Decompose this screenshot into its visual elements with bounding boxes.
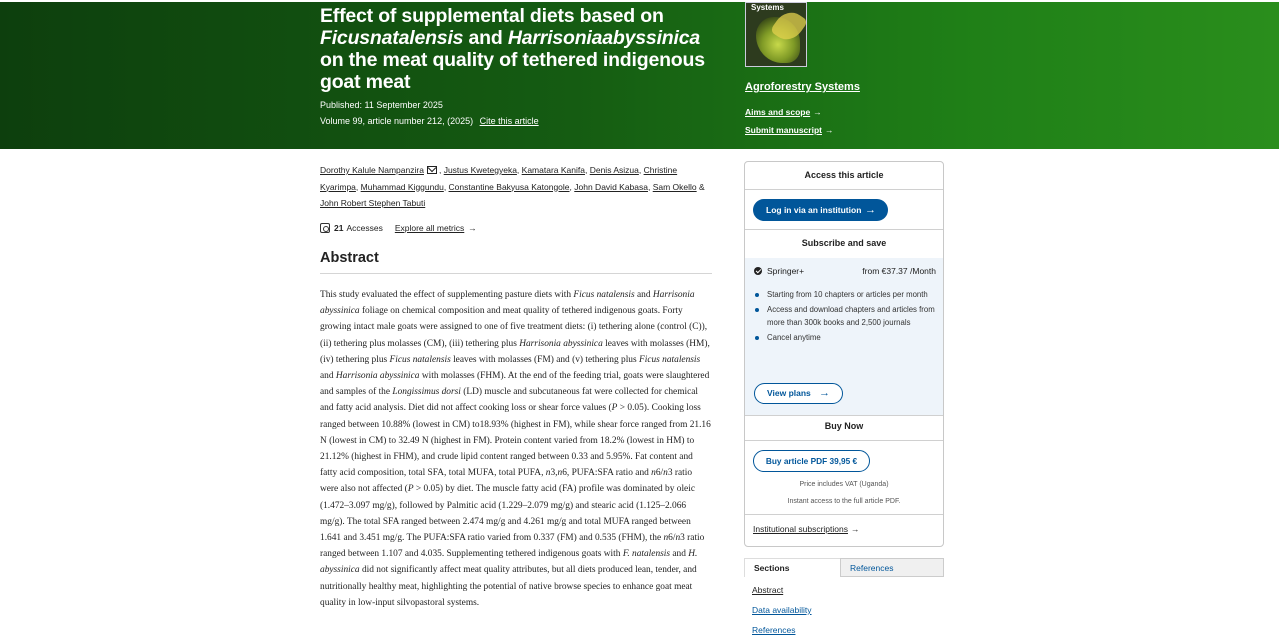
instant-access-note: Instant access to the full article PDF. — [787, 498, 901, 505]
tab-references[interactable]: References — [840, 558, 944, 577]
abstract-italic-term: n — [675, 533, 681, 544]
abstract-italic-term: n — [651, 468, 656, 479]
arrow-right-icon: → — [865, 204, 876, 216]
accesses-label: Accesses — [346, 223, 383, 233]
title-part: and — [463, 27, 508, 49]
abstract-italic-term: Harrisonia abyssinica — [335, 371, 420, 382]
abstract-italic-term: Ficus natalensis — [573, 290, 635, 300]
login-institution-button[interactable] — [753, 199, 888, 221]
title-part: Ficusnatalensis — [320, 27, 464, 49]
abstract-segment: and — [320, 371, 336, 382]
abstract-segment: did not significantly affect meat quality attributes, but all diets produced lean, tender, and nutritionally healthy meat, highlighting the potential of native browse species to enhance goat meat quality in low-input silvopastoral systems. — [320, 565, 697, 608]
divider — [745, 415, 943, 416]
abstract-italic-term: n — [663, 468, 668, 479]
institutional-label: Institutional subscriptions — [753, 524, 848, 534]
divider — [745, 229, 943, 230]
plan-feature: Starting from 10 chapters or articles per month — [754, 288, 936, 301]
abstract-segment: and — [670, 549, 689, 560]
cite-this-article-link[interactable]: Cite this article — [479, 116, 539, 126]
view-plans-button[interactable] — [754, 383, 843, 404]
abstract-text — [320, 287, 712, 611]
login-label: Log in via an institution — [766, 205, 862, 215]
divider — [745, 514, 943, 515]
submit-label: Submit manuscript — [745, 125, 822, 135]
plan-name-wrap — [754, 266, 804, 276]
author-link[interactable]: Muhammad Kiggundu — [360, 181, 444, 192]
access-panel — [744, 161, 944, 547]
author-link[interactable]: Dorothy Kalule Nampanzira — [320, 165, 424, 175]
abstract-italic-term: P — [407, 484, 414, 495]
access-heading: Access this article — [804, 170, 884, 180]
abstract-segment: leaves with molasses (FM) and (v) tethering plus — [450, 354, 639, 365]
volume-info — [320, 116, 539, 126]
abstract-italic-term: Harrisonia abyssinica — [320, 290, 695, 317]
abstract-segment: This study evaluated the effect of supplementing pasture diets with — [320, 290, 574, 300]
plan-row — [754, 266, 936, 276]
arrow-right-icon: → — [468, 223, 477, 233]
author-link[interactable]: Constantine Bakyusa Katongole — [448, 181, 570, 192]
author-link[interactable]: Sam Okello — [652, 181, 697, 192]
sidebar-tabs — [744, 558, 944, 577]
abstract-segment: 3 ratio were also not affected ( — [320, 468, 693, 495]
section-link-references[interactable]: References — [752, 625, 796, 635]
abstract-italic-term: n — [545, 468, 551, 479]
abstract-italic-term: F. natalensis — [622, 549, 671, 560]
section-link-abstract[interactable]: Abstract — [752, 585, 784, 595]
published-date: Published: 11 September 2025 — [320, 100, 443, 110]
arrow-right-icon: → — [824, 125, 834, 135]
subscribe-heading: Subscribe and save — [801, 238, 887, 248]
access-count: 21 — [334, 223, 344, 233]
abstract-segment: 3, — [550, 468, 558, 479]
author-link[interactable]: Christine Kyarimpa — [320, 165, 678, 192]
email-icon[interactable] — [427, 166, 437, 174]
journal-name-link[interactable]: Agroforestry Systems — [745, 81, 860, 93]
abstract-segment: > 0.05) by diet. The muscle fatty acid (FA) profile was dominated by oleic (1.472–3.097 mg/g), followed by Palmitic acid (1.229–2.079 mg/g) and stearic acid (1.125–2.066 mg/g). The total SFA ranged between 2.474 mg/g and 4.261 mg/g and total MUFA ranged between 1.641 and 3.451 mg/g. The PUFA:SFA ratio varied from 0.337 (FM) and 0.535 (FHM), the — [320, 484, 695, 544]
abstract-italic-term: P — [611, 403, 618, 414]
submit-manuscript-link[interactable] — [745, 125, 833, 135]
abstract-segment: 6/ — [655, 468, 664, 479]
abstract-segment: with molasses (FHM). At the end of the feeding trial, goats were slaughtered and samples of the — [320, 371, 710, 398]
title-part: on the meat quality of tethered indigenous goat meat — [320, 49, 705, 93]
title-part: Effect of supplemental diets based on — [320, 5, 664, 27]
abstract-italic-term: Longissimus dorsi — [392, 387, 461, 398]
article-metrics — [320, 223, 477, 233]
plan-feature: Cancel anytime — [754, 331, 936, 344]
journal-cover-image[interactable] — [745, 2, 807, 67]
arrow-right-icon: → — [813, 107, 822, 117]
tab-sections[interactable]: Sections — [744, 558, 840, 577]
abstract-segment: and — [634, 290, 653, 300]
arrow-right-icon: → — [819, 387, 830, 399]
section-link-data-availability[interactable]: Data availability — [752, 605, 812, 615]
author-link[interactable]: John Robert Stephen Tabuti — [320, 198, 426, 208]
institutional-subscriptions-link[interactable] — [753, 524, 859, 534]
buy-article-button[interactable]: Buy article PDF 39,95 € — [753, 450, 870, 472]
abstract-segment: 3 ratio ranged between 1.107 and 4.035. Supplementing tethered indigenous goats with — [320, 533, 705, 560]
title-part: Harrisoniaabyssinica — [507, 27, 701, 49]
abstract-italic-term: Ficus natalensis — [638, 354, 701, 365]
article-title — [320, 5, 720, 93]
divider — [745, 189, 943, 190]
buy-now-heading: Buy Now — [824, 421, 864, 431]
abstract-italic-term: n — [663, 533, 669, 544]
abstract-segment: 6, PUFA:SFA ratio and — [562, 468, 652, 479]
volume-text: Volume 99, article number 212, (2025) — [320, 116, 474, 126]
divider — [745, 440, 943, 441]
vat-note: Price includes VAT (Uganda) — [799, 481, 889, 488]
view-plans-label: View plans — [767, 388, 811, 398]
accesses-icon — [320, 223, 330, 233]
aims-and-scope-link[interactable] — [745, 107, 822, 117]
aims-label: Aims and scope — [745, 107, 811, 117]
author-link[interactable]: Justus Kwetegyeka — [443, 165, 517, 175]
abstract-segment: (LD) muscle and subcutaneous fat were collected for chemical and fatty acid analysis. Diet did not affect cooking loss or shear force values ( — [320, 387, 699, 414]
author-link[interactable]: John David Kabasa — [574, 181, 648, 192]
abstract-segment: leaves with molasses (HM), (iv) tethering plus — [320, 338, 710, 365]
abstract-divider — [320, 273, 712, 274]
abstract-italic-term: n — [557, 468, 563, 479]
author-list: Dorothy Kalule Nampanzira , Justus Kwetegyeka, Kamatara Kanifa, Denis Asizua, Christine Kyarimpa, Muhammad Kiggundu, Constantine Bakyusa Katongole, John David Kabasa, Sam Okello & John Robert Stephen Tabuti — [320, 165, 705, 208]
abstract-italic-term: H. abyssinica — [320, 549, 698, 576]
abstract-segment: 6/ — [668, 533, 676, 544]
author-link[interactable]: Kamatara Kanifa — [521, 165, 585, 175]
abstract-italic-term: Harrisonia abyssinica — [519, 338, 603, 349]
check-circle-icon — [754, 267, 762, 275]
cover-title: Systems — [751, 3, 784, 12]
plan-features — [754, 288, 936, 346]
plan-name: Springer+ — [767, 266, 805, 276]
plan-price: from €37.37 /Month — [862, 266, 936, 276]
explore-metrics-link[interactable]: Explore all metrics — [394, 223, 465, 233]
plan-feature: Access and download chapters and articles from more than 300k books and 2,500 journals — [754, 303, 936, 329]
abstract-italic-term: Ficus natalensis — [389, 354, 451, 365]
abstract-segment: > 0.05). Cooking loss ranged between 10.88% (lowest in CM) to18.93% (highest in FM), while shear force ranged from 21.16 N (lowest in CM) to 32.49 N (highest in FM). Protein content varied from 18.2% (lowest in HM) to 21.12% (highest in FHM), and crude lipid content ranged between 0.33 and 5.95%. Fat content and fatty acid composition, total SFA, total MUFA, total PUFA, — [320, 403, 711, 479]
abstract-segment: foliage on chemical composition and meat quality of tethered indigenous goats. Forty growing intact male goats were assigned to one of five treatment diets: (i) tethering alone (control (C)), (ii) tethering plus molasses (CM), (iii) tethering plus — [320, 306, 708, 349]
arrow-right-icon: → — [850, 524, 860, 534]
author-link[interactable]: Denis Asizua — [589, 165, 639, 175]
abstract-heading: Abstract — [320, 250, 379, 266]
springer-plus-panel — [745, 258, 943, 415]
